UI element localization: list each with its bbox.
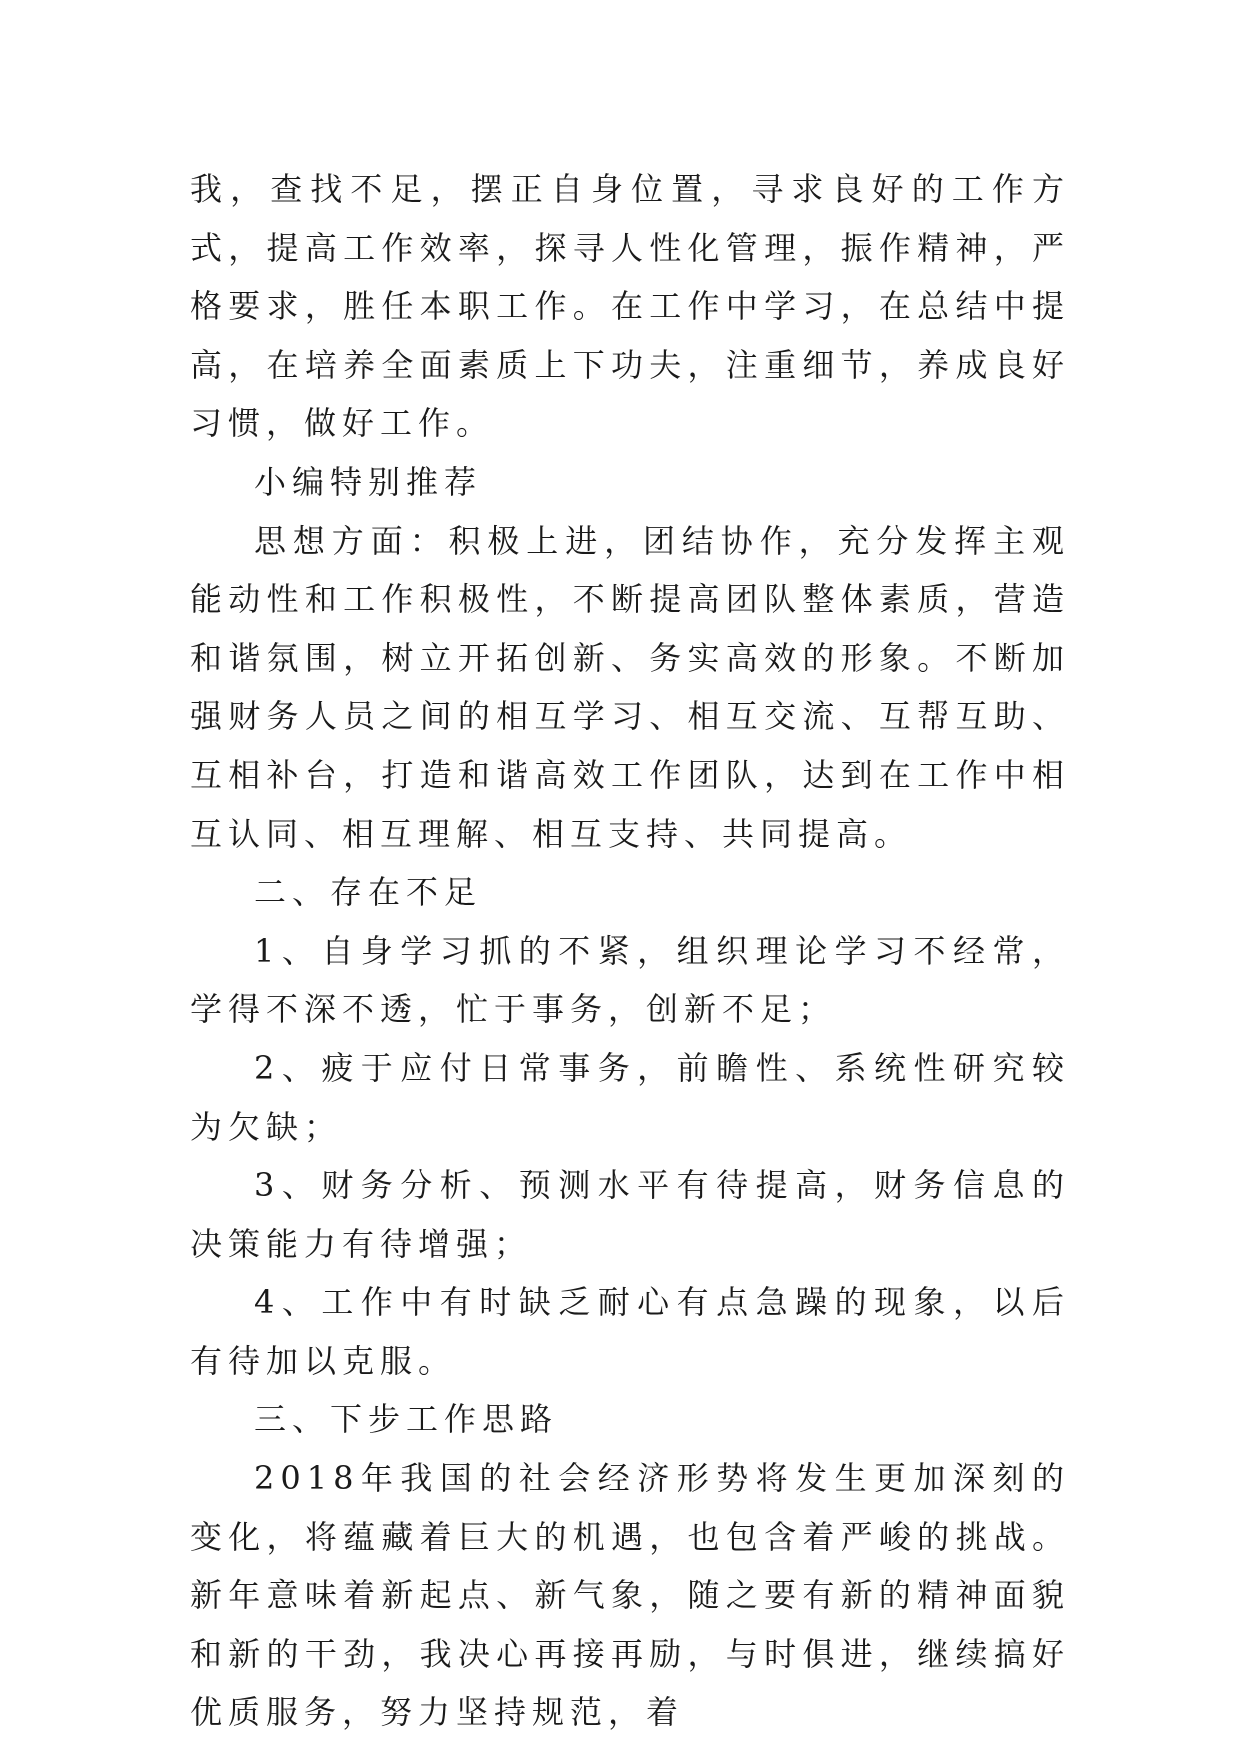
list-item-shortcoming-4: 4、工作中有时缺乏耐心有点急躁的现象，以后有待加以克服。 bbox=[190, 1283, 1070, 1380]
paragraph-recommendation-heading: 小编特别推荐 bbox=[254, 462, 483, 501]
paragraph-next-steps: 2018年我国的社会经济形势将发生更加深刻的变化，将蕴藏着巨大的机遇，也包含着严峻的挑战。新年意味着新起点、新气象，随之要有新的精神面貌和新的干劲，我决心再接再励，与时俱进，继续搞好优质服务，努力坚持规范，着 bbox=[190, 1459, 1070, 1732]
paragraph-thought-aspect: 思想方面：积极上进，团结协作，充分发挥主观能动性和工作积极性，不断提高团队整体素质，营造和谐氛围，树立开拓创新、务实高效的形象。不断加强财务人员之间的相互学习、相互交流、互帮互助、互相补台，打造和谐高效工作团队，达到在工作中相互认同、相互理解、相互支持、共同提高。 bbox=[190, 521, 1070, 853]
section-heading-next-steps: 三、下步工作思路 bbox=[254, 1400, 559, 1439]
document-body bbox=[190, 160, 1070, 1742]
section-heading-shortcomings: 二、存在不足 bbox=[254, 873, 483, 912]
list-item-shortcoming-1: 1、自身学习抓的不紧，组织理论学习不经常，学得不深不透，忙于事务，创新不足； bbox=[190, 931, 1070, 1029]
paragraph-continuation: 我，查找不足，摆正自身位置，寻求良好的工作方式，提高工作效率，探寻人性化管理，振作精神，严格要求，胜任本职工作。在工作中学习，在总结中提高，在培养全面素质上下功夫，注重细节，养成良好习惯，做好工作。 bbox=[190, 170, 1070, 443]
list-item-shortcoming-2: 2、疲于应付日常事务，前瞻性、系统性研究较为欠缺； bbox=[190, 1048, 1070, 1146]
list-item-shortcoming-3: 3、财务分析、预测水平有待提高，财务信息的决策能力有待增强； bbox=[190, 1166, 1070, 1263]
